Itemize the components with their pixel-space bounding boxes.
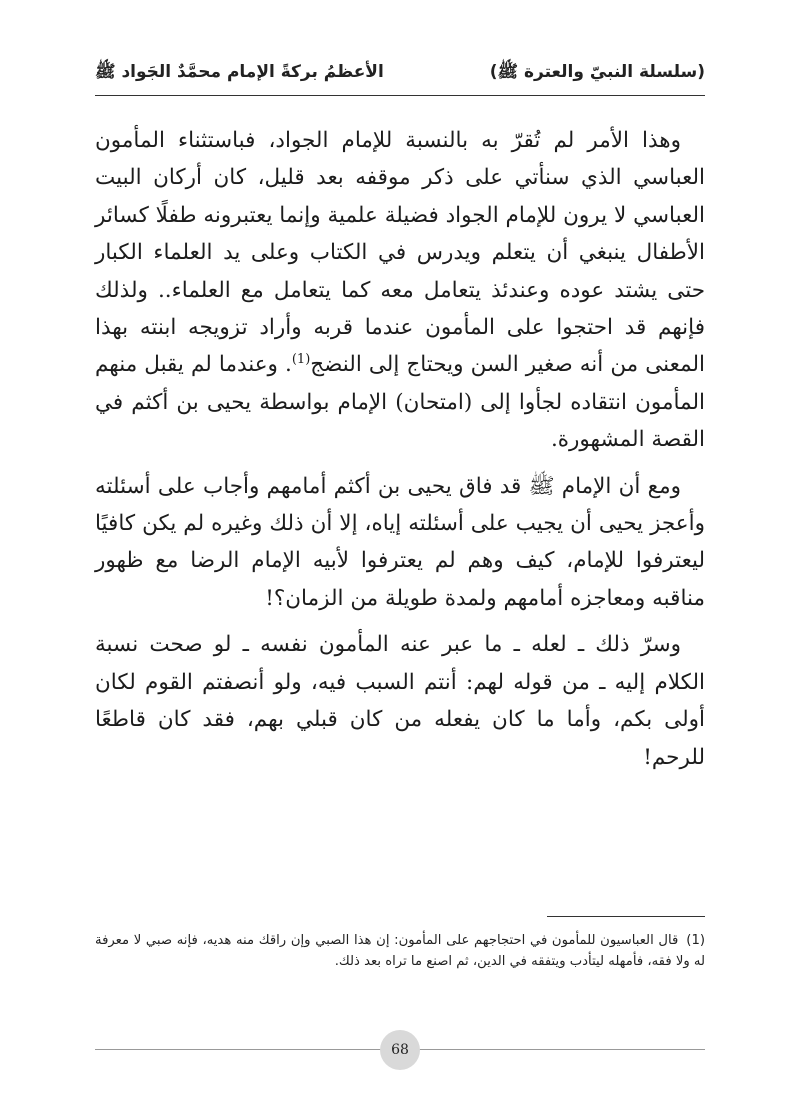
footnotes — [95, 930, 705, 972]
footnote-text: قال العباسيون للمأمون في احتجاجهم على المأمون: إن هذا الصبي وإن راقك منه هديه، فإنه صبي لا معرفة له ولا فقه، فأمهله ليتأدب ويتفقه في الدين، ثم اصنع ما تراه بعد ذلك. — [95, 933, 705, 969]
header-rule — [95, 95, 705, 96]
header-book-title: الأعظمُ بركةً الإمام محمَّدٌ الجَواد ﷺ — [95, 61, 384, 82]
paragraph-text: وهذا الأمر لم تُقرّ به بالنسبة للإمام الجواد، فباستثناء المأمون العباسي الذي سنأتي على ذكر موقفه بعد قليل، كان أركان البيت العباسي لا يرون للإمام الجواد فضيلة علمية وإنما يعتبرونه طفلًا كسائر الأطفال ينبغي أن يتعلم ويدرس في الكتاب وعلى يد العلماء الكبار حتى يشتد عوده وعندئذ يتعامل معه كما يتعامل مع العلماء.. ولذلك فإنهم قد احتجوا على المأمون عندما قربه وأراد تزويجه ابنته بهذا المعنى من أنه صغير السن ويحتاج إلى النضج — [95, 128, 705, 378]
paragraph-text-continued: . وعندما لم يقبل منهم المأمون انتقاده لجأوا إلى (امتحان) الإمام بواسطة يحيى بن أكثم في القصة المشهورة. — [95, 352, 705, 453]
main-text — [95, 122, 705, 785]
page-number-badge — [380, 1030, 420, 1070]
paragraph-text: وسرّ ذلك ـ لعله ـ ما عبر عنه المأمون نفسه ـ لو صحت نسبة الكلام إليه ـ من قوله لهم: أنتم السبب فيه، ولو أنصفتم القوم لكان أولى بكم، وأما ما كان يفعله من كان قبلي بهم، فقد كان قاطعًا للرحم! — [95, 632, 705, 770]
header-series-title: (سلسلة النبيّ والعترة ﷺ) — [489, 61, 705, 82]
page-footer — [95, 1020, 705, 1060]
paragraph — [95, 468, 705, 618]
paragraph — [95, 626, 705, 776]
paragraph — [95, 122, 705, 459]
page-number: 68 — [391, 1042, 409, 1058]
running-header — [95, 56, 705, 90]
footnote-marker: (1) — [686, 933, 705, 948]
footnote — [95, 930, 705, 972]
footnote-reference[interactable]: (1) — [291, 352, 311, 368]
paragraph-text: ومع أن الإمام ﷺ قد فاق يحيى بن أكثم أمامهم وأجاب على أسئلته وأعجز يحيى أن يجيب على أسئلته إياه، إلا أن ذلك وغيره لم يكن كافيًا ليعترفوا للإمام، كيف وهم لم يعترفوا لأبيه الإمام الرضا مع ظهور مناقبه ومعاجزه أمامهم ولمدة طويلة من الزمان؟! — [95, 473, 705, 611]
footnote-separator — [547, 916, 705, 917]
